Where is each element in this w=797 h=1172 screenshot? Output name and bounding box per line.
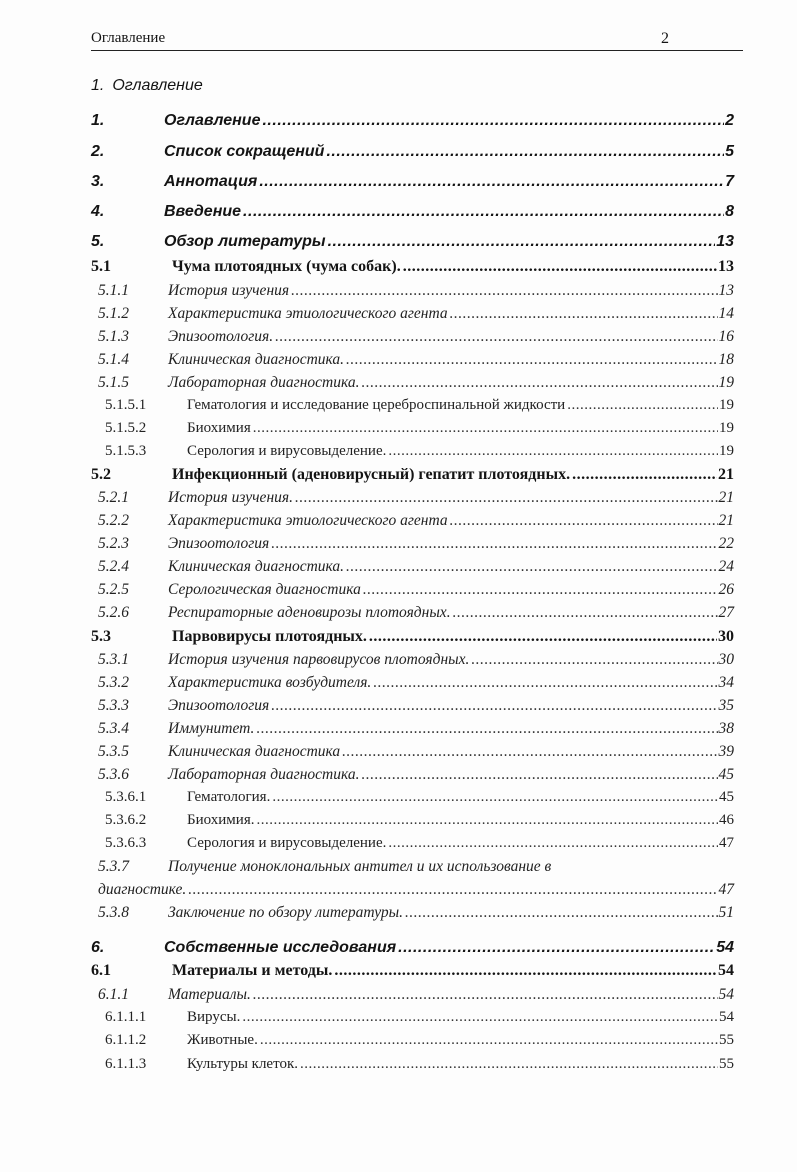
toc-entry[interactable] (98, 604, 734, 626)
toc-entry-title: Гематология. (187, 789, 271, 805)
toc-entry-title: Получение моноклональных антител и их использование в (168, 858, 552, 875)
leader-dots (253, 420, 718, 437)
leader-dots (256, 720, 717, 738)
leader-dots (388, 443, 718, 460)
toc-entry-page: 45 (718, 766, 734, 783)
leader-dots (361, 374, 717, 392)
toc-entry-title: Список сокращений (164, 143, 325, 160)
leader-dots (242, 1009, 718, 1026)
toc-entry-number: 5. (91, 233, 105, 250)
toc-entry-page: 16 (718, 328, 734, 345)
toc-entry-page: 30 (718, 651, 734, 668)
toc-entry[interactable] (98, 743, 734, 765)
toc-entry-title: Вирусы. (187, 1009, 241, 1025)
leader-dots (346, 558, 717, 576)
toc-entry-title: Биохимия (187, 420, 251, 436)
toc-entry-number: 6.1.1.1 (105, 1009, 147, 1025)
toc-entry-number: 5.3.6.2 (105, 812, 147, 828)
toc-entry[interactable] (105, 443, 734, 465)
toc-entry-number: 5.2 (91, 466, 111, 483)
toc-entry-number: 5.2.4 (98, 558, 129, 575)
toc-entry-title: Введение (164, 203, 242, 220)
toc-entry[interactable] (98, 558, 734, 580)
toc-entry-title: Собственные исследования (164, 939, 397, 956)
toc-entry-number: 6.1.1 (98, 986, 129, 1003)
toc-entry[interactable] (91, 143, 734, 165)
toc-entry-number: 5.3.7 (98, 858, 129, 875)
toc-entry-title: Серология и вирусовыделение. (187, 835, 387, 851)
toc-entry-number: 5.1.1 (98, 282, 129, 299)
toc-entry-title: Обзор литературы (164, 233, 326, 250)
toc-entry-number: 5.3.3 (98, 697, 129, 714)
toc-entry-page: 47 (718, 881, 734, 898)
toc-entry-title: Животные. (187, 1032, 258, 1048)
toc-entry-page: 39 (718, 743, 734, 760)
toc-entry[interactable] (91, 112, 734, 134)
toc-entry-page: 14 (718, 305, 734, 322)
toc-entry-number: 4. (91, 203, 105, 220)
toc-entry[interactable] (105, 1009, 734, 1031)
toc-entry-title-continuation: диагностике. (98, 881, 187, 898)
toc-entry-title: Серология и вирусовыделение. (187, 443, 387, 459)
toc-entry-number: 5.1.5.3 (105, 443, 147, 459)
toc-entry-page: 47 (719, 835, 734, 851)
leader-dots (243, 203, 724, 221)
toc-entry[interactable] (105, 1056, 734, 1078)
toc-entry[interactable] (98, 674, 734, 696)
leader-dots (342, 743, 717, 761)
toc-entry-number: 6.1 (91, 962, 111, 979)
toc-entry-title: Иммунитет. (168, 720, 255, 737)
toc-entry-number: 5.2.6 (98, 604, 129, 621)
toc-entry-title: Клиническая диагностика. (168, 558, 345, 575)
leader-dots (450, 305, 718, 323)
toc-entry-title: Эпизоотология. (168, 328, 274, 345)
toc-entry-page: 19 (718, 374, 734, 391)
toc-entry-page: 24 (718, 558, 734, 575)
toc-entry[interactable] (105, 397, 734, 419)
toc-entry-page: 2 (725, 112, 734, 129)
leader-dots (272, 789, 718, 806)
leader-dots (398, 939, 715, 957)
toc-entry-page: 46 (719, 812, 734, 828)
toc-entry-page: 54 (718, 986, 734, 1003)
toc-entry-page: 55 (719, 1056, 734, 1072)
toc-entry-page: 19 (719, 443, 734, 459)
toc-entry[interactable] (98, 512, 734, 534)
toc-entry-continuation[interactable] (98, 881, 734, 903)
leader-dots (471, 651, 717, 669)
toc-entry-title: Лабораторная диагностика. (168, 374, 360, 391)
toc-entry-page: 19 (719, 397, 734, 413)
toc-entry-number: 5.1.4 (98, 351, 129, 368)
leader-dots (373, 674, 717, 692)
toc-entry-page: 19 (719, 420, 734, 436)
toc-entry-number: 5.3.1 (98, 651, 129, 668)
leader-dots (328, 233, 716, 251)
leader-dots (300, 1056, 718, 1073)
toc-entry[interactable] (91, 962, 734, 984)
toc-entry-title: Эпизоотология (168, 535, 270, 552)
leader-dots (567, 397, 718, 414)
toc-entry-number: 5.3.6.1 (105, 789, 147, 805)
toc-entry-page: 54 (719, 1009, 734, 1025)
toc-entry[interactable] (98, 374, 734, 396)
toc-entry[interactable] (98, 328, 734, 350)
leader-dots (405, 904, 717, 922)
leader-dots (295, 489, 718, 507)
toc-entry-number: 1. (91, 112, 105, 129)
leader-dots (450, 512, 718, 530)
toc-entry-number: 5.2.5 (98, 581, 129, 598)
toc-entry-page: 54 (718, 962, 734, 979)
toc-entry-page: 21 (718, 489, 734, 506)
leader-dots (453, 604, 718, 622)
toc-entry-title: Гематология и исследование цереброспинальной жидкости (187, 397, 566, 413)
toc-entry[interactable] (98, 581, 734, 603)
leader-dots (260, 1032, 718, 1049)
toc-entry-title: Парвовирусы плотоядных. (172, 628, 367, 645)
toc-entry-title: Чума плотоядных (чума собак). (172, 258, 401, 275)
toc-entry[interactable] (91, 628, 734, 650)
page-number: 2 (661, 30, 669, 47)
toc-entry-number: 5.3.6.3 (105, 835, 147, 851)
toc-entry[interactable] (98, 535, 734, 557)
toc-entry[interactable] (98, 351, 734, 373)
toc-heading (91, 77, 203, 95)
leader-dots (259, 173, 724, 191)
toc-entry-number: 5.1.3 (98, 328, 129, 345)
toc-entry-number: 5.1.5.2 (105, 420, 147, 436)
toc-entry-number: 5.3.5 (98, 743, 129, 760)
toc-entry-title: Оглавление (164, 112, 261, 129)
toc-entry[interactable] (91, 233, 734, 255)
toc-entry-page: 5 (725, 143, 734, 160)
toc-entry[interactable] (91, 258, 734, 280)
leader-dots (271, 697, 717, 715)
leader-dots (291, 282, 717, 300)
toc-entry[interactable] (98, 720, 734, 742)
toc-entry-number: 5.3.4 (98, 720, 129, 737)
toc-entry[interactable] (91, 466, 734, 488)
leader-dots (271, 535, 717, 553)
toc-entry[interactable] (98, 766, 734, 788)
toc-entry-title: История изучения (168, 282, 290, 299)
toc-entry[interactable] (98, 904, 734, 926)
toc-entry-page: 22 (718, 535, 734, 552)
leader-dots (262, 112, 724, 130)
toc-entry-number: 5.3.8 (98, 904, 129, 921)
toc-entry-number: 5.2.3 (98, 535, 129, 552)
leader-dots (256, 812, 718, 829)
toc-entry-number: 2. (91, 143, 105, 160)
toc-entry-number: 5.3 (91, 628, 111, 645)
leader-dots (334, 962, 717, 980)
toc-entry-page: 51 (718, 904, 734, 921)
toc-entry-page: 21 (718, 466, 734, 483)
toc-entry-page: 13 (718, 282, 734, 299)
toc-entry-title: Аннотация (164, 173, 258, 190)
toc-entry[interactable] (91, 173, 734, 195)
leader-dots (388, 835, 718, 852)
toc-entry-page: 7 (725, 173, 734, 190)
leader-dots (275, 328, 717, 346)
toc-entry-number: 5.2.1 (98, 489, 129, 506)
toc-heading-number: 1. (91, 77, 105, 94)
toc-entry-page: 18 (718, 351, 734, 368)
running-header (91, 28, 743, 51)
toc-entry[interactable] (91, 203, 734, 225)
toc-entry-title: История изучения парвовирусов плотоядных. (168, 651, 470, 668)
toc-entry-title: Биохимия. (187, 812, 255, 828)
toc-entry-number: 6.1.1.2 (105, 1032, 147, 1048)
toc-entry-number: 5.3.2 (98, 674, 129, 691)
toc-entry-number: 6. (91, 939, 105, 956)
toc-entry-number: 3. (91, 173, 105, 190)
toc-entry[interactable] (98, 305, 734, 327)
toc-entry[interactable] (105, 835, 734, 857)
toc-entry-page: 54 (716, 939, 734, 956)
toc-entry-title: Лабораторная диагностика. (168, 766, 360, 783)
toc-entry-title: Характеристика этиологического агента (168, 512, 448, 529)
toc-entry[interactable] (98, 282, 734, 304)
leader-dots (363, 581, 718, 599)
toc-heading-title: Оглавление (112, 77, 203, 94)
toc-entry-title: История изучения. (168, 489, 293, 506)
toc-entry[interactable] (91, 939, 734, 961)
toc-entry-number: 5.1 (91, 258, 111, 275)
toc-entry[interactable] (98, 489, 734, 511)
leader-dots (326, 143, 724, 161)
toc-entry-title: Характеристика этиологического агента (168, 305, 448, 322)
toc-entry-number: 5.1.2 (98, 305, 129, 322)
toc-entry-page: 55 (719, 1032, 734, 1048)
leader-dots (572, 466, 717, 484)
toc-entry[interactable] (105, 1032, 734, 1054)
toc-entry[interactable] (105, 812, 734, 834)
toc-entry[interactable] (98, 986, 734, 1008)
toc-entry-number: 5.2.2 (98, 512, 129, 529)
toc-entry-page: 30 (718, 628, 734, 645)
leader-dots (346, 351, 717, 369)
toc-entry-title: Серологическая диагностика (168, 581, 361, 598)
toc-entry-title: Заключение по обзору литературы. (168, 904, 404, 921)
running-header-title: Оглавление (91, 30, 166, 46)
toc-entry-page: 35 (718, 697, 734, 714)
toc-entry-title: Клиническая диагностика (168, 743, 341, 760)
toc-entry-title: Материалы и методы. (172, 962, 333, 979)
toc-entry-title: Эпизоотология (168, 697, 270, 714)
leader-dots (403, 258, 717, 276)
toc-entry-page: 13 (716, 233, 734, 250)
toc-entry-title: Инфекционный (аденовирусный) гепатит плотоядных. (172, 466, 571, 483)
toc-entry[interactable] (105, 420, 734, 442)
toc-entry-number: 5.1.5 (98, 374, 129, 391)
toc-entry-page: 8 (725, 203, 734, 220)
toc-entry[interactable] (98, 697, 734, 719)
toc-entry[interactable] (98, 651, 734, 673)
toc-entry-title: Респираторные аденовирозы плотоядных. (168, 604, 451, 621)
leader-dots (361, 766, 717, 784)
toc-entry-page: 38 (718, 720, 734, 737)
toc-entry-number: 5.3.6 (98, 766, 129, 783)
toc-entry[interactable] (98, 858, 734, 880)
toc-entry-number: 6.1.1.3 (105, 1056, 147, 1072)
leader-dots (369, 628, 717, 646)
toc-entry-title: Материалы. (168, 986, 251, 1003)
toc-entry[interactable] (105, 789, 734, 811)
toc-entry-title: Характеристика возбудителя. (168, 674, 372, 691)
toc-entry-page: 13 (718, 258, 734, 275)
toc-entry-page: 45 (719, 789, 734, 805)
toc-entry-page: 26 (718, 581, 734, 598)
toc-entry-page: 34 (718, 674, 734, 691)
leader-dots (188, 881, 717, 899)
toc-entry-page: 21 (718, 512, 734, 529)
toc-entry-title: Культуры клеток. (187, 1056, 298, 1072)
leader-dots (253, 986, 718, 1004)
toc-entry-page: 27 (718, 604, 734, 621)
toc-entry-title: Клиническая диагностика. (168, 351, 345, 368)
toc-entry-number: 5.1.5.1 (105, 397, 147, 413)
